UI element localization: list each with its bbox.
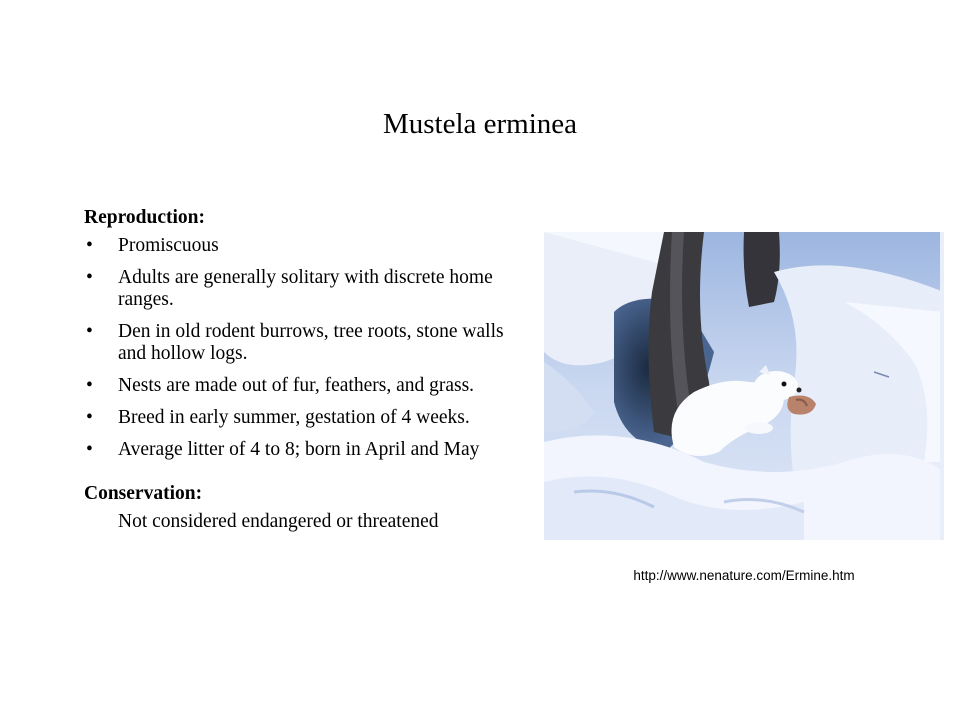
list-item-text: Nests are made out of fur, feathers, and grass. [118,375,475,396]
list-item-text: Average litter of 4 to 8; born in April and May [118,439,480,460]
bullet-icon: • [86,321,93,342]
list-item-text: Adults are generally solitary with discrete home ranges. [118,267,493,310]
ermine-photo [544,232,944,540]
reproduction-heading: Reproduction: [84,207,205,228]
list-item-text: Breed in early summer, gestation of 4 weeks. [118,407,470,428]
conservation-text: Not considered endangered or threatened [118,511,439,532]
conservation-heading: Conservation: [84,483,203,504]
reproduction-list [84,235,529,461]
list-item [84,267,529,311]
list-item [84,407,529,429]
bullet-icon: • [86,235,93,256]
list-item [84,375,529,397]
ermine-illustration [544,232,944,540]
list-item-text: Promiscuous [118,235,219,256]
slide-title: Mustela erminea [382,108,578,140]
list-item [84,321,529,365]
bullet-icon: • [86,375,93,396]
list-item [84,439,529,461]
content-body [84,207,529,533]
bullet-icon: • [86,407,93,428]
list-item [84,235,529,257]
list-item-text: Den in old rodent burrows, tree roots, stone walls and hollow logs. [118,321,504,364]
bullet-icon: • [86,439,93,460]
bullet-icon: • [86,267,93,288]
source-link[interactable]: http://www.nenature.com/Ermine.htm [633,568,855,583]
